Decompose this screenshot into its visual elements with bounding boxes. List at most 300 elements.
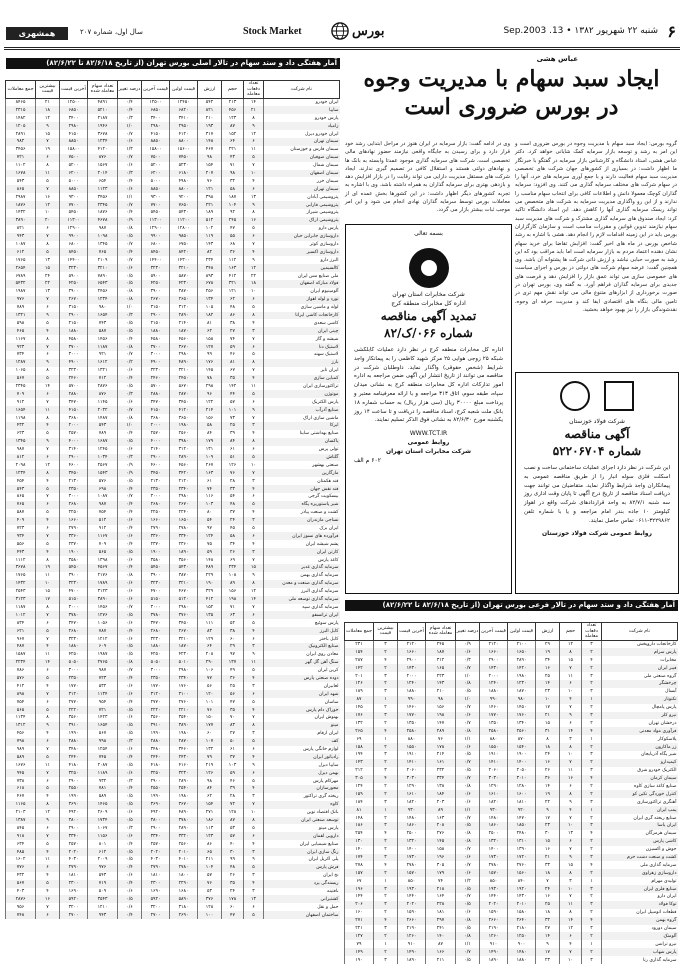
table-row: [6, 667, 340, 675]
table-cell: ۰/۶: [118, 580, 142, 588]
company-name-cell: ایران تایر: [264, 367, 340, 375]
table-row: [6, 769, 340, 777]
table-cell: ۸۶۵: [6, 185, 36, 193]
column-header: جمع معاملات: [345, 623, 374, 641]
table-row: [345, 901, 678, 909]
table-cell: ۰/۴: [118, 864, 142, 872]
table-cell: ۲۱۹۰: [398, 925, 426, 933]
table-row: [6, 856, 340, 864]
table-cell: ۱۲: [36, 201, 60, 209]
table-cell: ۶۰: [198, 730, 222, 738]
table-cell: ۳۹۰۰: [60, 288, 88, 296]
table-cell: ۷: [560, 846, 582, 854]
table-cell: ۸۳: [222, 722, 244, 730]
table-cell: ۲۸۹۰: [170, 824, 198, 832]
table-cell: ۵: [244, 777, 264, 785]
table-cell: ۸: [244, 114, 264, 122]
company-name-cell: ماشین سازی اراک: [264, 414, 340, 422]
table-row: [6, 848, 340, 856]
table-cell: ۱۶۱۰: [398, 790, 426, 798]
table-cell: ۵۶۵: [88, 548, 118, 556]
table-cell: ۲۶۶۰: [480, 917, 508, 925]
table-cell: ۳: [582, 767, 602, 775]
table-cell: ۱۵۶۰۰: [170, 146, 198, 154]
table-row: [6, 367, 340, 375]
table-title-text: آمار هفتگی داد و ستد سهام در تالار اصلی بورس تهران (از تاریخ ۸۲/۶/۱۸ تا ۸۲/۶/۲۲): [46, 59, 337, 67]
table-cell: ۰/۵: [456, 688, 480, 696]
table-cell: ۱/۱: [456, 940, 480, 948]
table-cell: ۲۱۱: [198, 856, 222, 864]
article-column-left: وی در ادامه گفت: بازار سرمایه در ایران هنوز در مراحل ابتدایی رشد خود قرار دارد و برای رسیدن به جایگاه واقعی نیازمند حضور نهادهای مالی تخصصی است. شرکت های سرمایه گذاری موجود عمدتا وابسته به بانک ها و نهادهای دولتی هستند و استقلال کافی در تصمیم گیری ندارند. ایجاد شرکت های مستقل مدیریت دارایی می تواند رقابت را در بازار افزایش دهد و بازدهی بهتری برای سرمایه گذاران به همراه داشته باشد. وی با اشاره به تجربه کشورهای دیگر اظهار داشت: در این کشورها بخش عمده ای از معاملات بورس توسط سرمایه گذاران نهادی انجام می شود و این امر موجب ثبات بیشتر بازار می گردد.: [345, 141, 510, 214]
table-cell: ۶۷۸: [198, 280, 222, 288]
table-cell: ۱۸۶۰: [480, 822, 508, 830]
table-cell: ۵: [36, 509, 60, 517]
table-cell: ۵: [244, 738, 264, 746]
article-column-right: گروه بورس: ایجاد سبد سهام با مدیریت وجوه در بورس ضروری است و این امر به رشد و توسعه بازار سرمایه کمک شایانی خواهد کرد. دکتر عباس هشی، استاد دانشگاه و کارشناس بازار سرمایه در گفتگو با خبرنگار ما اظهار داشت: در بسیاری از کشورهای جهان شرکت های تخصصی مدیریت سبد سهام فعالیت دارند و با جمع آوری سرمایه های خرد، آنها را در سهام شرکت های مختلف سرمایه گذاری می کنند. وی افزود: سرمایه گذاران کوچک معمولا دانش و اطلاعات کافی برای انتخاب سهام مناسب را ندارند و از این رو واگذاری مدیریت سرمایه به شرکت های متخصص می تواند ریسک سرمایه گذاری آنها را کاهش دهد. این استاد دانشگاه تاکید کرد: ایجاد صندوق های سرمایه گذاری مشترک و شرکت های مدیریت سبد سهام نیازمند تدوین قوانین و مقررات مناسب است و سازمان کارگزاران بورس باید در این زمینه اقدامات لازم را انجام دهد. هشی با اشاره به رشد شاخص بورس در ماه های اخیر گفت: افزایش تقاضا برای خرید سهام نشان دهنده اعتماد مردم به بازار سرمایه است اما باید مراقب بود که این رشد به صورت حبابی نباشد و ارزش ذاتی شرکت ها پشتوانه آن باشد. وی همچنین گفت: عرضه سهام شرکت های دولتی در بورس و اجرای سیاست های خصوصی سازی می تواند عمق بازار را افزایش دهد و فرصت های جدیدی برای سرمایه گذاران فراهم آورد. به گفته وی، بورس تهران در صورت برخورداری از ابزارهای متنوع مالی می تواند نقش مهم تری در تامین مالی بنگاه های اقتصادی ایفا کند و مدیریت حرفه ای وجوه، نقدشوندگی بازار را نیز بهبود خواهد بخشید.: [515, 141, 677, 313]
table-cell: ۵۸۷۰: [170, 272, 198, 280]
table-cell: ۱۷۶: [198, 359, 222, 367]
table-cell: ۱۲۹۰: [398, 783, 426, 791]
table-cell: ۲: [374, 743, 398, 751]
table-cell: ۱: [374, 940, 398, 948]
table-cell: ۷۴۵۰: [170, 154, 198, 162]
table-cell: ۱۸: [36, 106, 60, 114]
table-cell: ۱۵: [560, 656, 582, 664]
table-cell: ۱۱۳۰۰: [142, 217, 170, 225]
table-cell: ۲۰۱: [345, 672, 374, 680]
table-cell: ۱۵۶: [222, 588, 244, 596]
table-cell: ۲۵۷۰: [142, 840, 170, 848]
table-cell: ۰/۶: [456, 798, 480, 806]
table-cell: ۱۴: [560, 917, 582, 925]
table-cell: ۰/۷: [118, 241, 142, 249]
table-cell: ۵۶: [198, 682, 222, 690]
ad-url[interactable]: WWW.TCT.IR: [409, 430, 448, 438]
table-cell: ۱۱: [244, 383, 264, 391]
table-cell: ۱۱۸۷: [88, 343, 118, 351]
table-cell: ۳۶۷۰: [170, 801, 198, 809]
table-cell: ۰/۶: [118, 746, 142, 754]
table-cell: ۱۳: [36, 256, 60, 264]
table-cell: ۲۹۸۰: [170, 604, 198, 612]
table-row: [6, 280, 340, 288]
table-cell: ۲۱۰۰: [508, 640, 536, 648]
table-cell: ۹۹: [222, 856, 244, 864]
company-name-cell: ایران ترانسفو: [264, 611, 340, 619]
table-cell: ۴۹۲۰: [60, 809, 88, 817]
table-cell: ۱۹۸۷: [88, 651, 118, 659]
table-cell: ۳۲۱۰: [170, 635, 198, 643]
ad-code: ۶۰۲ م الف: [354, 457, 381, 465]
table-cell: ۳۶۵۰: [170, 414, 198, 422]
table-cell: ۱۶: [36, 895, 60, 903]
table-cell: ۳: [582, 640, 602, 648]
table-row: [6, 832, 340, 840]
table-cell: ۵۶۷: [6, 375, 36, 383]
table-cell: ۶۲۳: [6, 430, 36, 438]
table-cell: ۳: [374, 925, 398, 933]
table-cell: ۷۵۰۰: [142, 154, 170, 162]
table-cell: ۱۶۳: [222, 264, 244, 272]
table-cell: ۵۸: [198, 422, 222, 430]
company-name-cell: شیر پگاه آذربایجان: [602, 751, 678, 759]
table-cell: ۹: [244, 856, 264, 864]
table-cell: ۰/۵: [118, 651, 142, 659]
table-cell: ۳۴۱۰: [170, 114, 198, 122]
table-cell: ۲۷۹۰: [60, 525, 88, 533]
table-cell: ۴۴: [222, 390, 244, 398]
ad-title: تمدید آگهی مناقصه: [380, 309, 477, 323]
table-cell: ۳۳۶۰: [142, 532, 170, 540]
table-cell: ۳۹۸: [198, 193, 222, 201]
table-cell: ۱۱: [36, 406, 60, 414]
table-cell: ۱۲۹: [198, 635, 222, 643]
table-cell: ۶: [36, 864, 60, 872]
table-cell: ۵۸۹: [6, 753, 36, 761]
table-cell: ۲۹۸۷: [6, 193, 36, 201]
table-cell: ۴: [244, 627, 264, 635]
table-cell: ۱۹۰۰: [142, 548, 170, 556]
table-cell: ۹: [36, 122, 60, 130]
table-cell: ۶۸۰۰: [60, 241, 88, 249]
table-cell: ۱۸: [536, 909, 560, 917]
table-cell: ۱۸۲: [198, 312, 222, 320]
table-row: [6, 493, 340, 501]
table-cell: ۱۸۶: [345, 822, 374, 830]
table-cell: ۱۳۴۰: [508, 719, 536, 727]
table-cell: ۱۱۲۳: [88, 185, 118, 193]
table-row: [6, 872, 340, 880]
table-cell: ۲۲۱۰: [170, 706, 198, 714]
company-name-cell: پارس شهاب: [602, 948, 678, 956]
table-row: [6, 177, 340, 185]
table-cell: ۷: [36, 746, 60, 754]
table-cell: ۴: [36, 682, 60, 690]
main-hall-table: [6, 58, 340, 919]
table-cell: ۳۹: [222, 785, 244, 793]
table-cell: ۲۸۹۰: [508, 656, 536, 664]
table-cell: ۲۷۸: [345, 861, 374, 869]
table-cell: ۱۲: [560, 640, 582, 648]
table-cell: ۷۰۹: [88, 540, 118, 548]
table-cell: ۵: [244, 698, 264, 706]
table-cell: ۷: [244, 556, 264, 564]
table-cell: ۲۸: [222, 793, 244, 801]
company-name-cell: لوله و ماشین سازی: [264, 304, 340, 312]
table-cell: ۰/۹: [456, 640, 480, 648]
table-cell: ۳۶۹۰: [142, 801, 170, 809]
table-cell: ۱۶۱: [426, 759, 456, 767]
table-cell: ۱: [582, 735, 602, 743]
table-cell: ۰/۴: [118, 525, 142, 533]
table-cell: ۷۴: [426, 877, 456, 885]
table-cell: ۵۰۵۰: [60, 659, 88, 667]
table-cell: ۱۴۰۰: [398, 846, 426, 854]
table-cell: ۹۲۰۰: [170, 193, 198, 201]
table-cell: ۹۹۸: [88, 738, 118, 746]
table-cell: ۶: [244, 185, 264, 193]
table-cell: ۱۱۸۷: [6, 604, 36, 612]
table-cell: ۲۷۰۰: [142, 911, 170, 919]
table-cell: ۲۹۸۰: [142, 122, 170, 130]
table-cell: ۱۱: [36, 651, 60, 659]
table-cell: ۴: [244, 485, 264, 493]
table-cell: ۰/۶: [456, 869, 480, 877]
table-cell: ۴۱۵۰: [60, 130, 88, 138]
table-cell: ۷۶۵: [6, 501, 36, 509]
table-cell: ۰/۵: [118, 801, 142, 809]
table-cell: ۴۱۲۰: [170, 406, 198, 414]
table-cell: ۱۴۴۰۰: [60, 256, 88, 264]
table-cell: ۸۸۰۰: [170, 138, 198, 146]
table-cell: ۴۸: [222, 864, 244, 872]
table-cell: ۱۲۴۵۰: [170, 98, 198, 106]
table-cell: ۱۷: [536, 704, 560, 712]
table-cell: ۳: [244, 422, 264, 430]
table-cell: ۴: [36, 422, 60, 430]
table-cell: ۱۹۰۰: [508, 751, 536, 759]
table-cell: ۹۳۰۰: [60, 193, 88, 201]
table-row: [6, 580, 340, 588]
table-cell: ۳۴۵۶: [6, 146, 36, 154]
globe-icon: [331, 22, 349, 40]
table-cell: ۱۰: [244, 288, 264, 296]
column-header: قیمت آخرین: [142, 81, 170, 99]
table-cell: ۱۴۳۲: [6, 209, 36, 217]
table2-unit-badge: مبالغ به ریال: [348, 613, 387, 620]
company-name-cell: آهنگری تراکتورسازی: [602, 798, 678, 806]
table-cell: ۲۵: [222, 682, 244, 690]
table-cell: ۰/۷: [456, 704, 480, 712]
table-cell: ۱۳: [244, 895, 264, 903]
company-name-cell: سرمایه گذاری توسعه ملی: [264, 596, 340, 604]
table-cell: ۰/۴: [118, 785, 142, 793]
table-cell: ۱۷۸: [426, 743, 456, 751]
table-cell: ۴۱۲: [222, 272, 244, 280]
table-cell: ۳: [244, 643, 264, 651]
table-cell: ۱۹۸۰: [170, 422, 198, 430]
table-cell: ۱۳۲: [345, 719, 374, 727]
table-cell: ۳: [374, 822, 398, 830]
table-cell: ۶۷۸۹: [6, 272, 36, 280]
table-cell: ۱۶۶۰: [142, 517, 170, 525]
table-cell: ۱۲۴: [345, 783, 374, 791]
table-cell: ۱۸۸۰: [60, 327, 88, 335]
table-cell: ۱۴: [244, 98, 264, 106]
table-cell: ۰/۶: [118, 714, 142, 722]
table-cell: ۷۵۰۰: [60, 154, 88, 162]
table-cell: ۰/۵: [118, 548, 142, 556]
table-cell: ۳۱۰۰: [170, 690, 198, 698]
table-cell: ۵۶۷: [6, 880, 36, 888]
table-row: [345, 664, 678, 672]
company-name-cell: صنایع فلزی ایران: [602, 885, 678, 893]
company-name-cell: سیمان شمال: [264, 162, 340, 170]
table-cell: ۷۶۵: [88, 248, 118, 256]
table-cell: ۵۷۰۰: [60, 383, 88, 391]
ad-org-dept: اداره کل مخابرات منطقه کرج: [391, 300, 466, 307]
table-cell: ۰/۴: [118, 375, 142, 383]
table-row: [345, 940, 678, 948]
table-cell: ۱۶۵: [426, 664, 456, 672]
table-cell: ۷۷۰۰: [60, 201, 88, 209]
company-name-cell: سرمایه گذاری بهمن: [264, 572, 340, 580]
table-cell: ۳: [560, 735, 582, 743]
table-cell: ۰/۴: [118, 485, 142, 493]
table-cell: ۱۲۶: [222, 461, 244, 469]
table-cell: ۲۶۷۰: [142, 296, 170, 304]
table-cell: ۸: [560, 909, 582, 917]
table-cell: ۱۴۳: [198, 241, 222, 249]
company-name-cell: پلاسکوکار: [602, 735, 678, 743]
table-cell: ۲۷۶: [426, 830, 456, 838]
table-cell: ۴: [244, 375, 264, 383]
table-cell: ۳۹۰۰: [142, 572, 170, 580]
table-cell: ۱۸۶: [198, 817, 222, 825]
table-cell: ۴۵۶۷: [88, 564, 118, 572]
table-cell: ۷۹: [198, 753, 222, 761]
table-cell: ۸۸۰: [480, 735, 508, 743]
table-cell: ۶۴: [198, 643, 222, 651]
table-cell: ۷: [36, 446, 60, 454]
company-name-cell: پتروشیمی اراک: [264, 217, 340, 225]
table-cell: ۲: [582, 759, 602, 767]
table-row: [345, 719, 678, 727]
table-cell: ۲۷۸۰: [480, 861, 508, 869]
table-cell: ۳۴۵۰: [170, 619, 198, 627]
table-cell: ۱۱۰۲: [6, 162, 36, 170]
table-cell: ۰/۷: [456, 719, 480, 727]
table-cell: ۴۳۲: [6, 422, 36, 430]
table-cell: ۱۲: [244, 588, 264, 596]
table-cell: ۱۴۸: [198, 138, 222, 146]
table-cell: ۰/۶: [456, 854, 480, 862]
table-cell: ۴۰۳۰: [142, 856, 170, 864]
table-cell: ۱۰۰: [198, 911, 222, 919]
table-cell: ۱: [374, 696, 398, 704]
table-cell: ۷۴۵: [88, 753, 118, 761]
table-cell: ۱۹۹۰: [60, 730, 88, 738]
table-cell: ۲۹۰۰: [60, 454, 88, 462]
table-cell: ۰/۶: [118, 532, 142, 540]
table-cell: ۱۲۰: [198, 690, 222, 698]
table-cell: ۹: [244, 651, 264, 659]
table-cell: ۲۰۰۹: [88, 856, 118, 864]
table-cell: ۱۱: [560, 672, 582, 680]
table-cell: ۷۸۱: [88, 785, 118, 793]
table-cell: ۳۷۶: [198, 895, 222, 903]
table-cell: ۲۰۸۷: [88, 761, 118, 769]
table-cell: ۱۱۳۰۰: [60, 217, 88, 225]
table-cell: ۱۰۲: [198, 225, 222, 233]
table-row: [6, 201, 340, 209]
table-cell: ۲: [582, 838, 602, 846]
table-cell: ۱۷۸۹: [88, 580, 118, 588]
table-cell: ۵۹: [222, 343, 244, 351]
table-cell: ۳۰۳۰: [398, 775, 426, 783]
table-header-row: [6, 81, 340, 99]
table-cell: ۱۷۳۴: [88, 817, 118, 825]
table-cell: ۹۲۳: [6, 343, 36, 351]
table-cell: ۲۲۹: [198, 572, 222, 580]
table-cell: ۲۸۹۱: [6, 130, 36, 138]
table-cell: ۴: [36, 548, 60, 556]
table-cell: ۱۵۷۰: [398, 869, 426, 877]
table-cell: ۵۱۵۰: [60, 596, 88, 604]
article-headline: [345, 65, 678, 121]
table-cell: ۶: [244, 446, 264, 454]
table-cell: ۴۶۷: [6, 793, 36, 801]
table-cell: ۱۲۳۰: [508, 680, 536, 688]
table-cell: ۴۵: [222, 525, 244, 533]
table-cell: ۵۴۳: [88, 872, 118, 880]
table-cell: ۱۰۵۶: [88, 619, 118, 627]
article-byline: عباس هشی: [536, 55, 578, 63]
table-cell: ۰/۸: [456, 932, 480, 940]
table-cell: ۵۶۷۰: [170, 383, 198, 391]
table-cell: ۷۴: [222, 335, 244, 343]
company-name-cell: سرمایه گذاری رنا: [602, 956, 678, 964]
table-row: [345, 932, 678, 940]
table-cell: ۷: [560, 814, 582, 822]
table-cell: ۱۴۹۰: [480, 948, 508, 956]
table-cell: ۷۸۹: [88, 430, 118, 438]
table-cell: ۴: [582, 830, 602, 838]
table-cell: ۵۸۷: [88, 327, 118, 335]
table-cell: ۳: [374, 751, 398, 759]
table-cell: ۶۹: [222, 556, 244, 564]
table-cell: ۱۸: [244, 280, 264, 288]
table-cell: ۰/۷: [456, 759, 480, 767]
table-row: [6, 659, 340, 667]
table-cell: ۵: [36, 248, 60, 256]
table-cell: ۴۶۰۰: [142, 461, 170, 469]
table-cell: ۹: [244, 761, 264, 769]
table-cell: ۲۰۲۰: [398, 901, 426, 909]
table-cell: ۳۱۲۳: [88, 588, 118, 596]
table-cell: ۹۸: [198, 777, 222, 785]
table-cell: ۷: [244, 335, 264, 343]
company-name-cell: صنایع کاغذ سازی کاوه: [602, 783, 678, 791]
table-cell: ۱۹۰: [198, 580, 222, 588]
table-cell: ۱۴۰: [426, 932, 456, 940]
table-cell: ۱۰۳: [198, 501, 222, 509]
table-cell: ۳۵: [222, 880, 244, 888]
table-cell: ۲۴۵۰: [170, 375, 198, 383]
table-cell: ۶۲۰۰: [60, 170, 88, 178]
table-cell: ۱۵: [36, 130, 60, 138]
table-cell: ۶۱۲: [6, 248, 36, 256]
table-cell: ۲۹۰۰: [142, 454, 170, 462]
company-name-cell: کاشی سعدی: [264, 319, 340, 327]
table-cell: ۶: [244, 903, 264, 911]
table-cell: ۸: [36, 241, 60, 249]
table-cell: ۳۳۶۰: [60, 532, 88, 540]
table-cell: ۰/۵: [118, 848, 142, 856]
table-cell: ۹۸۹: [6, 746, 36, 754]
table-cell: ۱۴۶۰: [480, 704, 508, 712]
ad2-body: این شرکت در نظر دارد اجرای عملیات ساختمانی ساخت و نصب اسکلت فلزی سوله انبار را از طریق مناقصه عمومی به پیمانکاران واجد شرایط واگذار نماید. متقاضیان می توانند جهت دریافت اسناد مناقصه از تاریخ درج آگهی تا پایان وقت اداری روز سه شنبه ۸۲/۷/۱ به واحد قراردادهای شرکت واقع در اهواز کیلومتر ۱۰ جاده بندر امام مراجعه و یا با شماره تلفن ۳۲۲۹۸۶۲-۰۶۱۱ تماس حاصل نمایند.: [523, 465, 670, 524]
table-cell: ۵۷: [222, 832, 244, 840]
table-cell: ۷: [560, 948, 582, 956]
table-cell: ۳۲۱۰: [170, 264, 198, 272]
table-cell: ۱۲۵۴: [88, 746, 118, 754]
table-cell: ۱: [582, 806, 602, 814]
table-cell: ۶: [244, 493, 264, 501]
table-cell: ۰/۶: [118, 162, 142, 170]
table-cell: ۸۴۵: [6, 824, 36, 832]
table-cell: ۲۲۱: [345, 925, 374, 933]
